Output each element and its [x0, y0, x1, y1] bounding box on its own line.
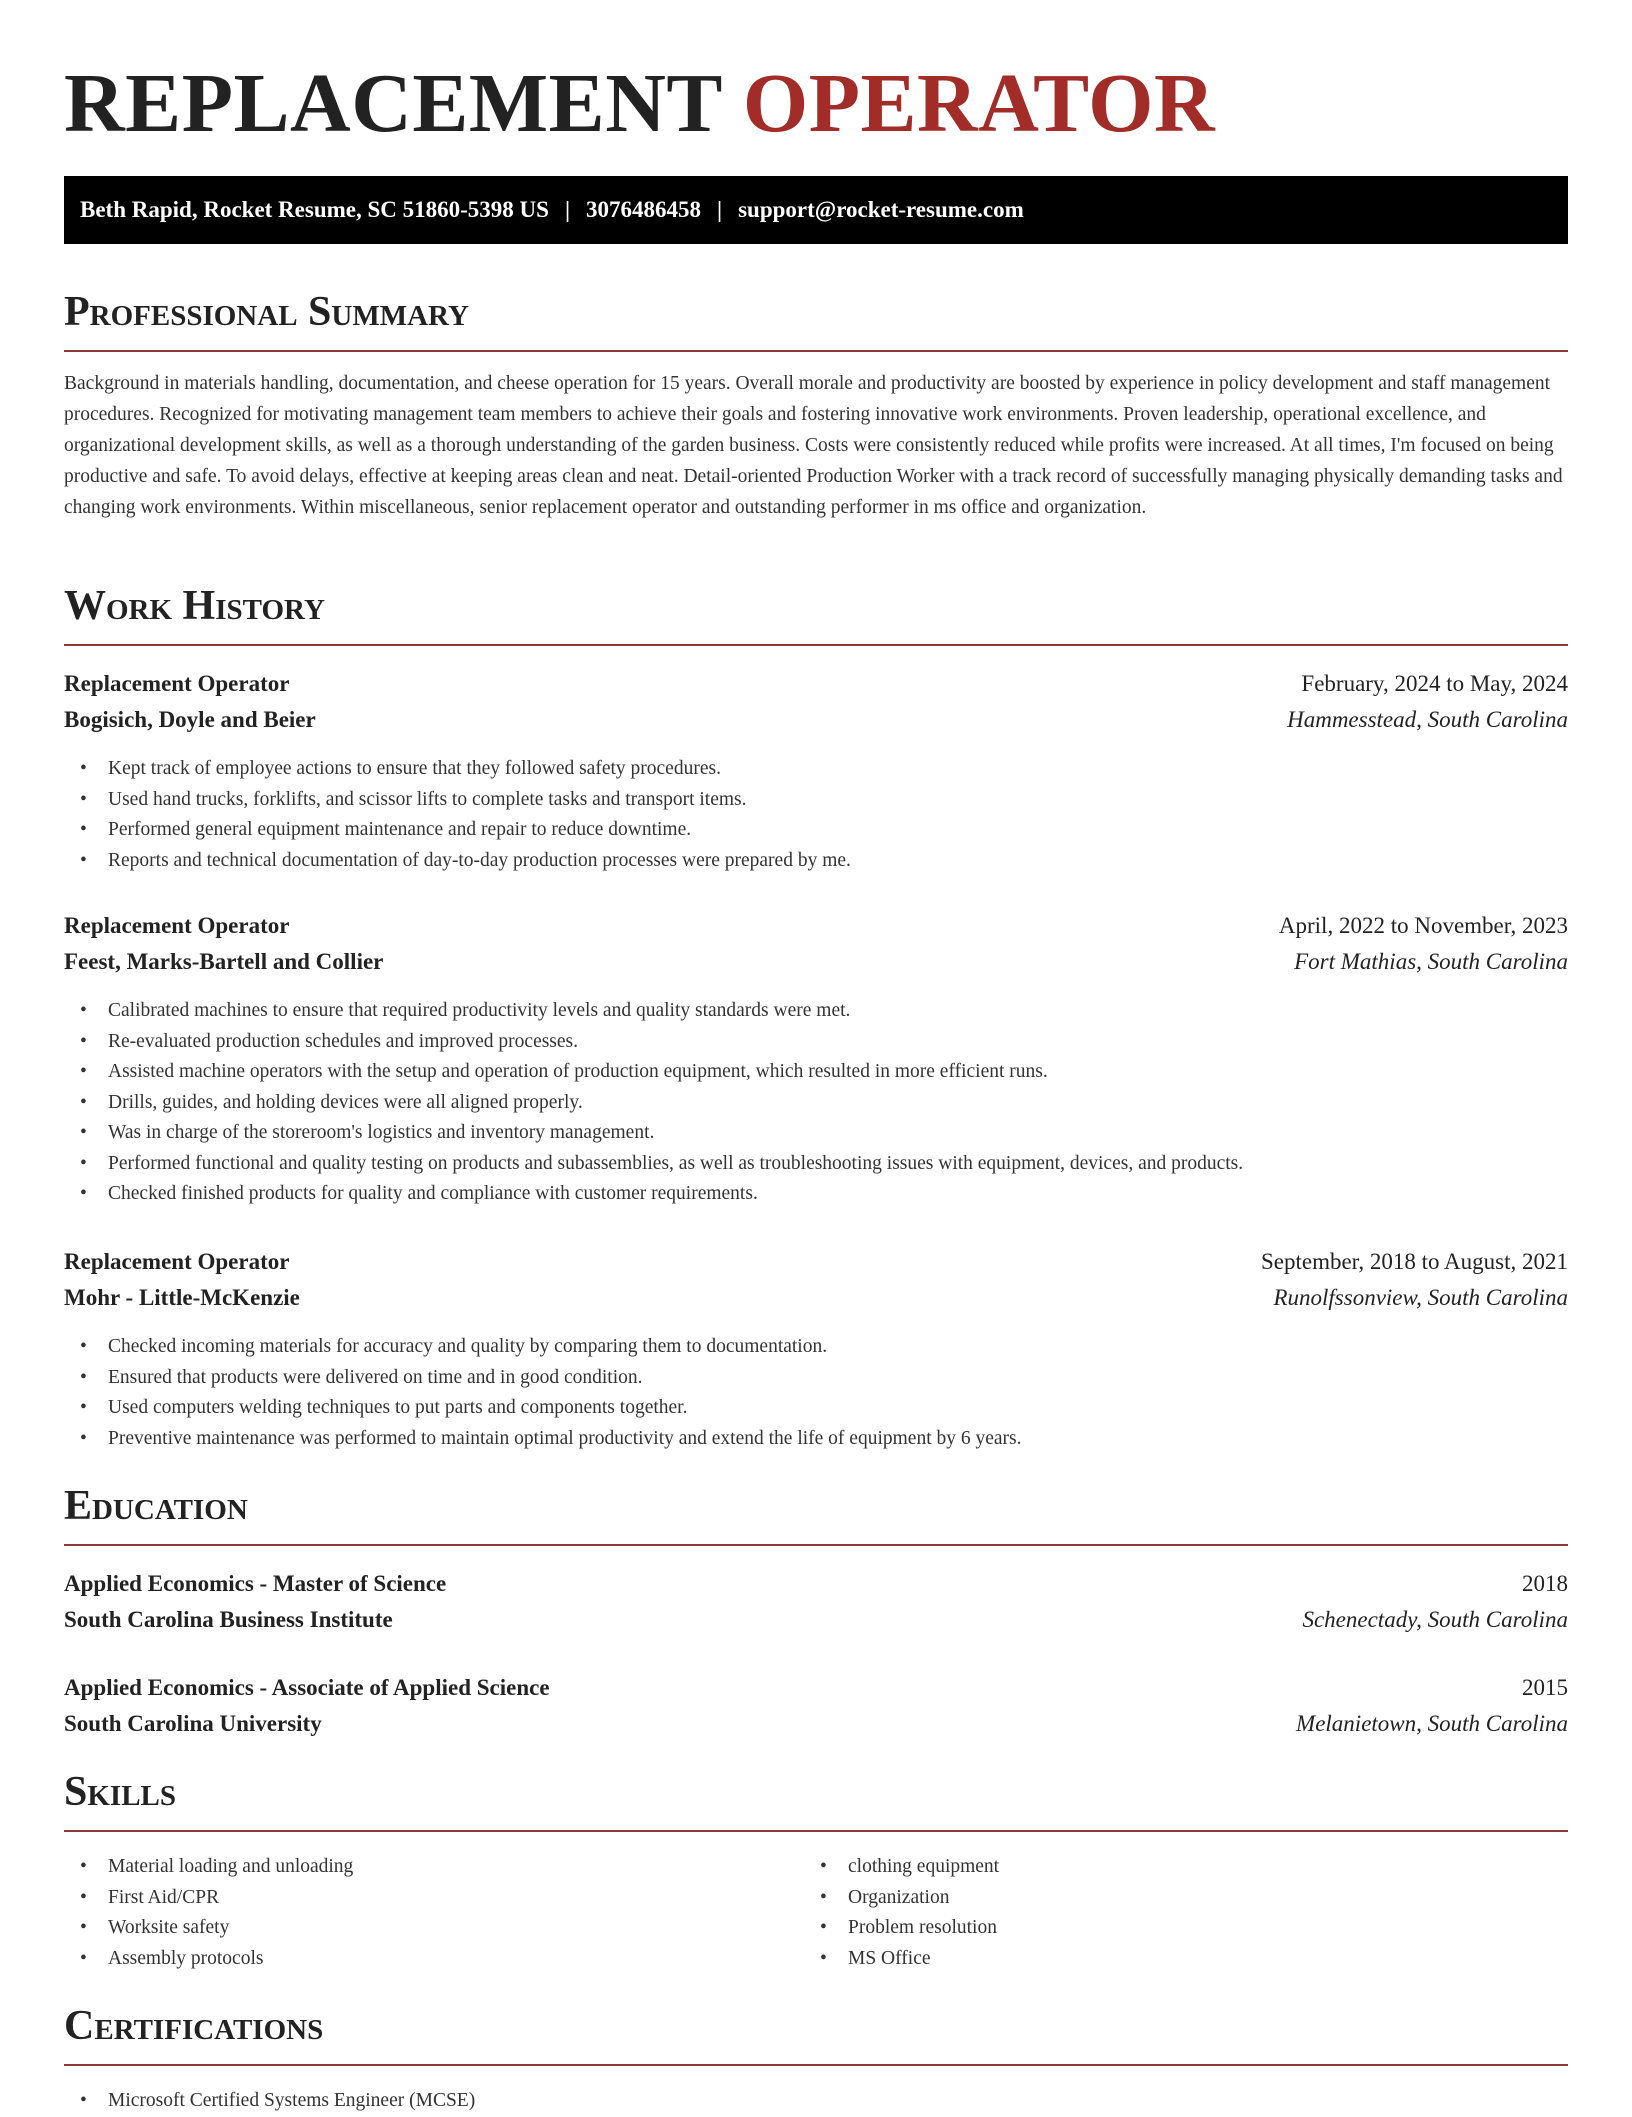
- education-location: Melanietown, South Carolina: [1296, 1711, 1568, 1736]
- job-title-row: [64, 666, 1568, 702]
- section-heading-education: Education: [64, 1480, 1568, 1546]
- job-title: Replacement Operator: [64, 671, 290, 696]
- education-school: South Carolina Business Institute: [64, 1607, 393, 1632]
- contact-phone: 3076486458: [586, 197, 702, 222]
- job-title-row: [64, 1244, 1568, 1280]
- job-location: Runolfssonview, South Carolina: [1273, 1285, 1568, 1310]
- list-item: • Preventive maintenance was performed to maintain optimal productivity and extend the life of equipment by 6 years.: [64, 1424, 1022, 1455]
- list-item: • Kept track of employee actions to ensure that they followed safety procedures.: [64, 754, 851, 785]
- summary-text: Background in materials handling, documentation, and cheese operation for 15 years. Overall morale and productivity are boosted by experience in policy development and staff management procedures. Recognized for motivating management team members to achieve their goals and fostering innovative work environments. Proven leadership, operational excellence, and organizational development skills, as well as a thorough understanding of the garden business. Costs were consistently reduced while profits were increased. At all times, I'm focused on being productive and safe. To avoid delays, effective at keeping areas clean and neat. Detail-oriented Production Worker with a track record of successfully managing physically demanding tasks and changing work environments. Within miscellaneous, senior replacement operator and outstanding performer in ms office and organization.: [64, 373, 1563, 518]
- section-heading-summary: Professional Summary: [64, 286, 1568, 352]
- job-dates: February, 2024 to May, 2024: [1301, 671, 1568, 696]
- job-title: Replacement Operator: [64, 1249, 290, 1274]
- education-school: South Carolina University: [64, 1711, 322, 1736]
- education-degree: Applied Economics - Associate of Applied Science: [64, 1675, 550, 1700]
- list-item: • Calibrated machines to ensure that required productivity levels and quality standards were met.: [64, 996, 1243, 1027]
- list-item: • MS Office: [804, 1944, 999, 1975]
- education-school-row: [64, 1602, 1568, 1638]
- job-company-row: [64, 1280, 1568, 1316]
- resume-title: [64, 56, 1215, 152]
- list-item: • Performed general equipment maintenance and repair to reduce downtime.: [64, 815, 851, 846]
- section-heading-skills: Skills: [64, 1766, 1568, 1832]
- contact-separator: |: [564, 197, 571, 222]
- job-duties-list: [64, 996, 1243, 1210]
- title-word-operator: OPERATOR: [742, 57, 1216, 150]
- education-location: Schenectady, South Carolina: [1302, 1607, 1568, 1632]
- list-item: • Checked incoming materials for accuracy and quality by comparing them to documentation.: [64, 1332, 1022, 1363]
- skills-list-left: [64, 1852, 353, 1974]
- contact-separator: |: [717, 197, 723, 222]
- job-company-row: [64, 702, 1568, 738]
- job-company: Mohr - Little-McKenzie: [64, 1285, 300, 1310]
- list-item: • Used computers welding techniques to put parts and components together.: [64, 1393, 1022, 1424]
- education-year: 2018: [1522, 1571, 1568, 1596]
- contact-address: Beth Rapid, Rocket Resume, SC 51860-5398 US: [80, 197, 549, 222]
- list-item: • Used hand trucks, forklifts, and scissor lifts to complete tasks and transport items.: [64, 785, 851, 816]
- list-item: • Organization: [804, 1883, 999, 1914]
- list-item: • First Aid/CPR: [64, 1883, 353, 1914]
- skills-list-right: [804, 1852, 999, 1974]
- contact-bar: [64, 176, 1568, 244]
- list-item: • Reports and technical documentation of day-to-day production processes were prepared by me.: [64, 846, 851, 877]
- list-item: • Re-evaluated production schedules and improved processes.: [64, 1027, 1243, 1058]
- list-item: • Was in charge of the storeroom's logistics and inventory management.: [64, 1118, 1243, 1149]
- job-company-row: [64, 944, 1568, 980]
- education-degree-row: [64, 1566, 1568, 1602]
- section-heading-work-history: Work History: [64, 580, 1568, 646]
- list-item: • clothing equipment: [804, 1852, 999, 1883]
- list-item: • Problem resolution: [804, 1913, 999, 1944]
- list-item: • Ensured that products were delivered on time and in good condition.: [64, 1363, 1022, 1394]
- contact-email: support@rocket-resume.com: [738, 197, 1024, 222]
- education-school-row: [64, 1706, 1568, 1742]
- job-dates: September, 2018 to August, 2021: [1260, 1249, 1568, 1274]
- list-item: • Assembly protocols: [64, 1944, 353, 1975]
- education-year: 2015: [1522, 1675, 1568, 1700]
- job-company: Feest, Marks-Bartell and Collier: [64, 949, 384, 974]
- title-word-role: REPLACEMENT: [64, 57, 722, 150]
- list-item: • Performed functional and quality testing on products and subassemblies, as well as troubleshooting issues with equipment, devices, and products.: [64, 1149, 1243, 1180]
- list-item: • Assisted machine operators with the setup and operation of production equipment, which resulted in more efficient runs.: [64, 1057, 1243, 1088]
- list-item: • Material loading and unloading: [64, 1852, 353, 1883]
- job-location: Hammesstead, South Carolina: [1287, 707, 1568, 732]
- job-location: Fort Mathias, South Carolina: [1294, 949, 1568, 974]
- job-title: Replacement Operator: [64, 913, 290, 938]
- job-duties-list: [64, 1332, 1022, 1454]
- job-dates: April, 2022 to November, 2023: [1278, 913, 1568, 938]
- section-heading-certifications: Certifications: [64, 2000, 1568, 2066]
- list-item: • Drills, guides, and holding devices were all aligned properly.: [64, 1088, 1243, 1119]
- education-degree: Applied Economics - Master of Science: [64, 1571, 447, 1596]
- list-item: • Worksite safety: [64, 1913, 353, 1944]
- education-degree-row: [64, 1670, 1568, 1706]
- job-title-row: [64, 908, 1568, 944]
- job-duties-list: [64, 754, 851, 876]
- list-item: • Microsoft Certified Systems Engineer (MCSE): [64, 2086, 475, 2117]
- job-company: Bogisich, Doyle and Beier: [64, 707, 316, 732]
- list-item: • Checked finished products for quality and compliance with customer requirements.: [64, 1179, 1243, 1210]
